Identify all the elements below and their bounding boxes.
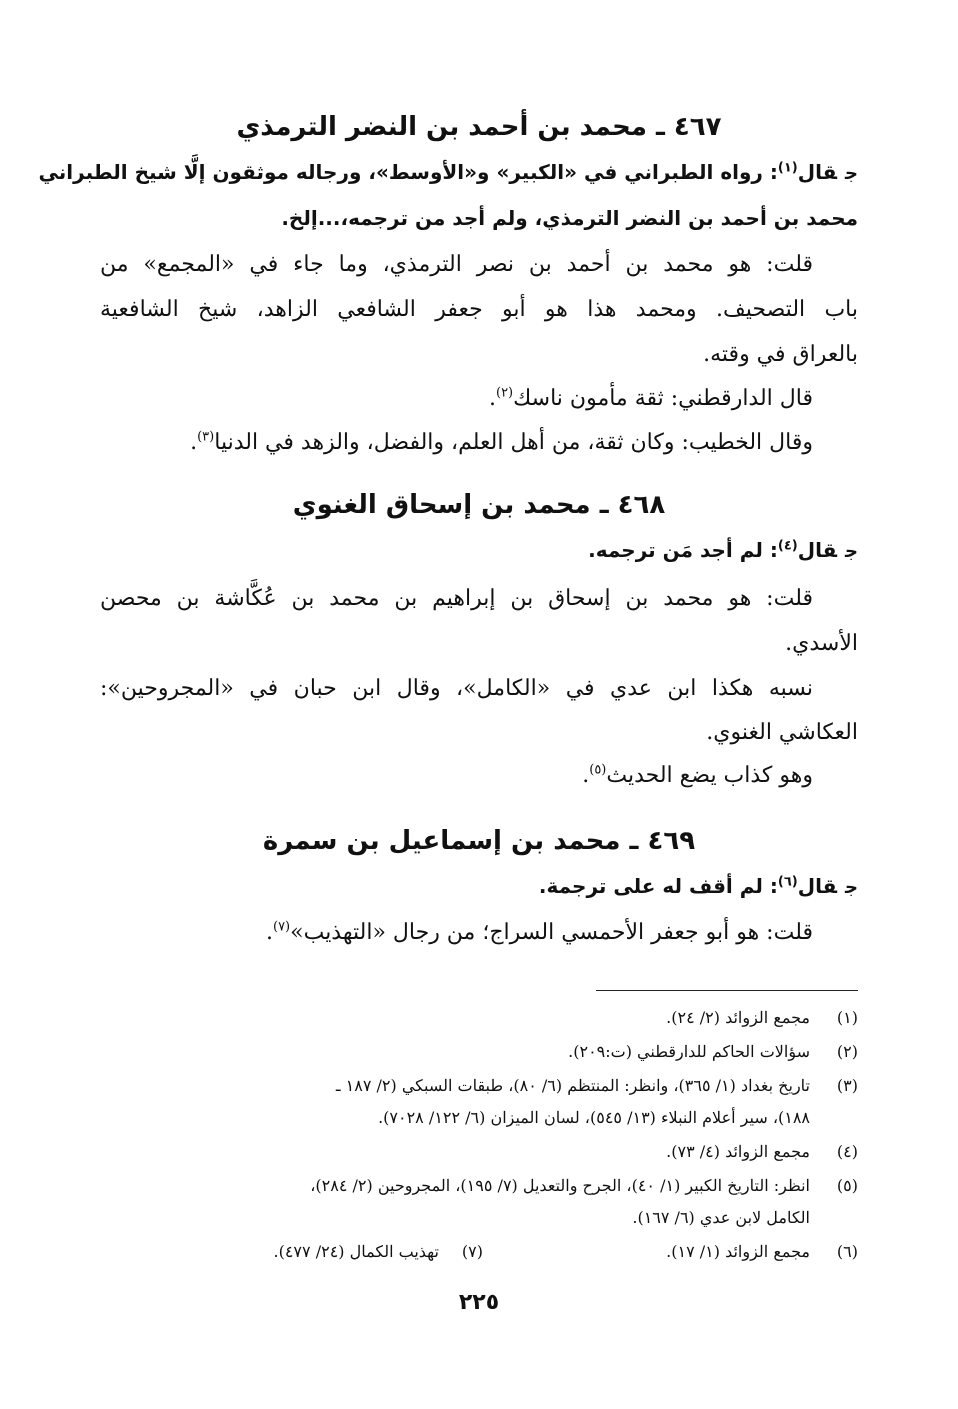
footnote-number: (١) xyxy=(836,1008,858,1027)
footnote-number: (٧) xyxy=(461,1242,483,1261)
qala-text: : رواه الطبراني في «الكبير» و«الأوسط»، ورجاله موثقون إلَّا شيخ الطبراني xyxy=(38,160,778,184)
footnote-number: (٢) xyxy=(836,1042,858,1061)
paragraph-line: وقال الخطيب: وكان ثقة، من أهل العلم، والفضل، والزهد في الدنيا$^{(٣)}$. xyxy=(190,429,813,455)
entry-heading-467: ٤٦٧ ـ محمد بن أحمد بن النضر الترمذي xyxy=(236,112,722,142)
footnote-5-cont: الكامل لابن عدي (٦/ ١٦٧). xyxy=(632,1208,810,1227)
paragraph-line: نسبه هكذا ابن عدي في «الكامل»، وقال ابن حبان في «المجروحين»: xyxy=(100,676,813,701)
qala-line xyxy=(100,538,858,562)
footnote-5 xyxy=(100,1176,858,1195)
footnote-text: مجمع الزوائد (٢/ ٢٤). xyxy=(666,1008,810,1027)
footnote-number: (٦) xyxy=(836,1242,858,1261)
paragraph-line: وهو كذاب يضع الحديث$^{(٥)}$. xyxy=(582,762,813,788)
paragraph-text: وقال الخطيب: وكان ثقة، من أهل العلم، والفضل، والزهد في الدنيا xyxy=(214,430,813,455)
footnote-7 xyxy=(274,1242,484,1261)
footnote-text: سؤالات الحاكم للدارقطني (ت:٢٠٩). xyxy=(568,1042,810,1061)
paragraph-text: قلت: هو أبو جعفر الأحمسي السراج؛ من رجال «التهذيب» xyxy=(290,920,813,945)
qala-label: قال xyxy=(797,160,838,184)
footnote-ref: (٤) xyxy=(777,538,798,554)
footnote-2 xyxy=(100,1042,858,1061)
paragraph-text: قال الدارقطني: ثقة مأمون ناسك xyxy=(513,386,813,411)
qala-line xyxy=(100,874,858,898)
footnote-text: انظر: التاريخ الكبير (١/ ٤٠)، الجرح والتعديل (٧/ ١٩٥)، المجروحين (٢/ ٢٨٤)، xyxy=(310,1176,810,1195)
footnote-text: تاريخ بغداد (١/ ٣٦٥)، وانظر: المنتظم (٦/ ٨٠)، طبقات السبكي (٢/ ١٨٧ ـ xyxy=(335,1076,810,1095)
footnote-number: (٥) xyxy=(836,1176,858,1195)
qala-line-cont: محمد بن أحمد بن النضر الترمذي، ولم أجد من ترجمه،...إلخ. xyxy=(281,206,858,230)
paragraph-text: وهو كذاب يضع الحديث xyxy=(606,763,813,788)
paragraph-line: العكاشي الغنوي. xyxy=(706,720,858,745)
footnote-ref: (٣) xyxy=(197,429,215,445)
footnote-ref: (٦) xyxy=(777,874,798,890)
footnote-text: مجمع الزوائد (١/ ١٧). xyxy=(666,1242,810,1261)
qala-symbol: ج xyxy=(845,163,858,184)
paragraph-line: قلت: هو محمد بن أحمد بن نصر الترمذي، وما جاء في «المجمع» من xyxy=(100,252,813,277)
footnote-number: (٣) xyxy=(836,1076,858,1095)
qala-label: قال xyxy=(797,538,838,562)
qala-text: : لم أقف له على ترجمة. xyxy=(538,874,778,898)
page-number: ٢٢٥ xyxy=(458,1290,500,1315)
footnote-6 xyxy=(666,1242,858,1261)
entry-heading-469: ٤٦٩ ـ محمد بن إسماعيل بن سمرة xyxy=(262,826,696,856)
paragraph-line: قال الدارقطني: ثقة مأمون ناسك$^{(٢)}$. xyxy=(488,385,813,411)
footnote-ref: (١) xyxy=(777,160,798,176)
qala-text: : لم أجد مَن ترجمه. xyxy=(588,538,778,562)
footnote-number: (٤) xyxy=(836,1142,858,1161)
paragraph-line: قلت: هو أبو جعفر الأحمسي السراج؛ من رجال «التهذيب»$^{(٧)}$. xyxy=(265,919,813,945)
footnote-ref: (٥) xyxy=(589,762,607,778)
footnote-text: مجمع الزوائد (٤/ ٧٣). xyxy=(666,1142,810,1161)
qala-label: قال xyxy=(797,874,838,898)
footnote-4 xyxy=(100,1142,858,1161)
footnote-separator xyxy=(596,990,858,991)
paragraph-line: باب التصحيف. ومحمد هذا هو أبو جعفر الشافعي الزاهد، شيخ الشافعية xyxy=(100,297,858,322)
paragraph-line: قلت: هو محمد بن إسحاق بن إبراهيم بن محمد بن عُكَّاشة بن محصن xyxy=(100,586,813,611)
footnote-ref: (٧) xyxy=(272,919,291,935)
footnote-3-cont: ١٨٨)، سير أعلام النبلاء (١٣/ ٥٤٥)، لسان الميزان (٦/ ١٢٢/ ٧٠٢٨). xyxy=(378,1108,810,1127)
qala-line xyxy=(38,160,858,184)
entry-heading-468: ٤٦٨ ـ محمد بن إسحاق الغنوي xyxy=(292,490,666,520)
footnote-1 xyxy=(100,1008,858,1027)
footnote-text: تهذيب الكمال (٢٤/ ٤٧٧). xyxy=(273,1242,439,1261)
paragraph-line: بالعراق في وقته. xyxy=(703,342,858,367)
paragraph-line: الأسدي. xyxy=(785,631,858,656)
qala-symbol: ج xyxy=(845,541,858,562)
footnote-ref: (٢) xyxy=(495,385,514,401)
qala-symbol: ج xyxy=(845,877,858,898)
footnote-3 xyxy=(100,1076,858,1095)
